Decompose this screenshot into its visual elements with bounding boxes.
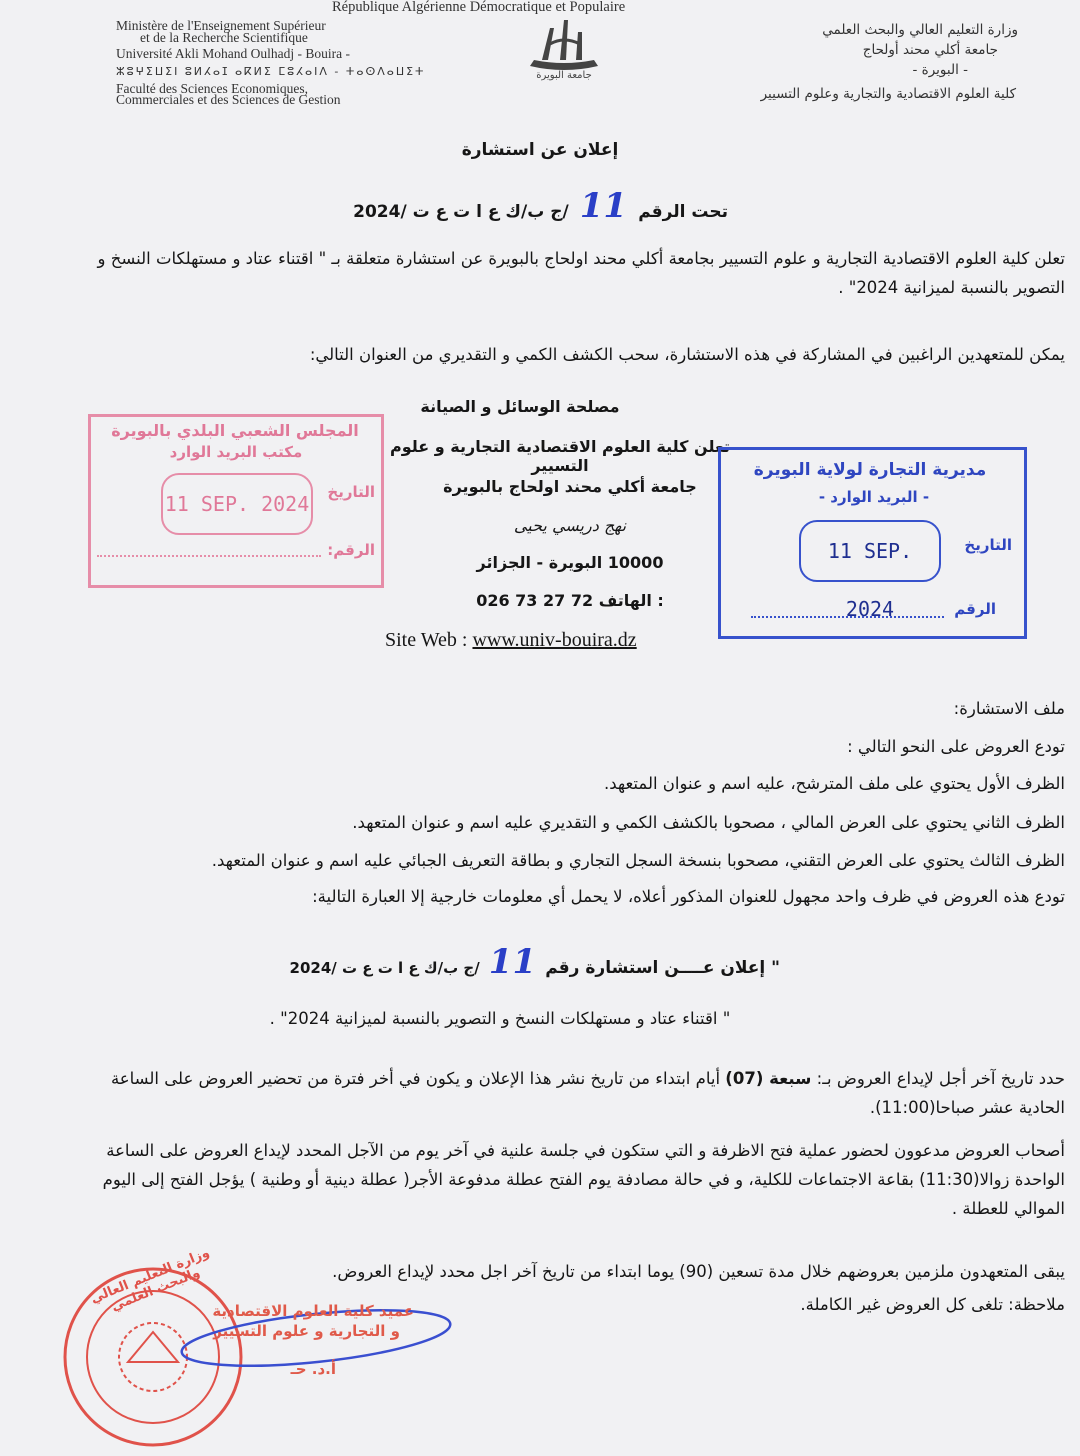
quote-reference-line — [260, 942, 780, 982]
ministry-fr-1: Ministère de l'Enseignement Supérieur — [116, 18, 326, 33]
ministry-ar: وزارة التعليم العالي والبحث العلمي — [822, 22, 1018, 38]
logo-icon — [520, 14, 608, 76]
ministry-fr-2: et de la Recherche Scientifique — [140, 30, 308, 45]
university-fr: Université Akli Mohand Oulhadj - Bouira - — [116, 46, 350, 61]
stamp-blue-date: 11 SEP. 2024 — [799, 520, 941, 582]
page-title: إعلان عن استشارة — [461, 140, 619, 160]
stamp-pink-line-1: المجلس الشعبي البلدي بالبويرة — [111, 421, 359, 440]
stamp-blue-number-label: الرقم — [954, 600, 996, 618]
website-link[interactable]: www.univ-bouira.dz — [472, 629, 637, 651]
intro-paragraph: تعلن كلية العلوم الاقتصادية التجارية و علوم التسيير بجامعة أكلي محند اولحاج بالبويرة عن استشارة متعلقة بـ " اقتناء عتاد و مستهلكات النسخ و التصوير بالنسبة لميزانية 2024" . — [97, 249, 1065, 297]
quote-label: " إعلان عــــن استشارة رقم — [545, 958, 780, 978]
file-heading: ملف الاستشارة: — [953, 699, 1065, 718]
stamp-pink-line-2: مكتب البريد الوارد — [169, 443, 303, 461]
file-line-1: تودع العروض على النحو التالي : — [847, 737, 1065, 756]
quote-suffix: /ج ب/ك ع ا ت ع ت /2024 — [289, 959, 480, 977]
stamp-pink-date: 11 SEP. 2024 — [161, 473, 313, 535]
signature-title-1: عميد كلية العلوم الاقتصادية — [212, 1302, 414, 1320]
file-line-5: تودع هذه العروض في ظرف واحد مجهول للعنوان المذكور أعلاه، لا يحمل أي معلومات خارجية إلا العبارة التالية: — [312, 887, 1065, 906]
validity-paragraph: يبقى المتعهدون ملزمين بعروضهم خلال مدة تسعين (90) يوما ابتداء من تاريخ آخر اجل محدد لإيداع العروض. — [332, 1262, 1065, 1281]
university-logo — [520, 14, 608, 84]
seal-text: وزارة التعليم العالي والبحث العلمي — [88, 1245, 212, 1315]
withdraw-paragraph: يمكن للمتعهدين الراغبين في المشاركة في هذه الاستشارة، سحب الكشف الكمي و التقديري من العنوان التالي: — [309, 345, 1065, 364]
phone-label: الهاتف : — [598, 591, 664, 610]
stamp-blue-date-label: التاريخ — [964, 536, 1012, 554]
address-line-4: نهج دريسي يحيى — [513, 516, 627, 535]
phone-number: 026 73 27 72 — [476, 591, 594, 610]
address-line-5: 10000 البويرة - الجزائر — [476, 553, 664, 572]
website-label: Site Web : — [385, 629, 468, 651]
stamp-blue-line-1: مديرية التجارة لولاية البويرة — [753, 460, 987, 480]
signature-block — [176, 1302, 456, 1384]
republic-title: République Algérienne Démocratique et Populaire — [332, 0, 626, 15]
signature-title-2: و التجارية و علوم التسيير — [213, 1322, 400, 1340]
deadline-text-2: أيام ابتداء من تاريخ نشر هذا الإعلان و يكون في أخر فترة من تحضير العروض على الساعة الحادية عشر صباحا(11:00). — [110, 1069, 1065, 1117]
stamp-pink-date-label: التاريخ — [327, 483, 375, 501]
file-line-4: الظرف الثالث يحتوي على العرض التقني، مصحوبا بنسخة السجل التجاري و بطاقة التعريف الجبائي عليه اسم و عنوان المتعهد. — [211, 851, 1065, 870]
reference-line — [308, 186, 728, 226]
stamp-pink-number-label: الرقم: — [327, 541, 375, 559]
file-line-2: الظرف الأول يحتوي على ملف المترشح، عليه اسم و عنوان المتعهد. — [603, 774, 1065, 793]
reference-label: تحت الرقم — [638, 202, 728, 222]
signature-name: أ.د. حـ — [290, 1360, 336, 1378]
website-line — [385, 629, 637, 652]
deadline-text-1: حدد تاريخ آخر أجل لإيداع العروض بـ: — [816, 1069, 1065, 1088]
phone-line — [470, 591, 670, 610]
university-tifinagh: ⵣⵓⵖⵉⵡⵉⵏ ⵓⵍⵃⴰⵊ ⴰⴽⵍⵉ ⵎⵓⵃⴰⵏⴷ - ⵜⴰⵙⴷⴰⵡⵉⵜ — [116, 65, 426, 78]
stamp-pink-number-line — [97, 555, 321, 557]
university-ar: جامعة أكلي محند أولحاج — [862, 42, 998, 58]
incoming-mail-stamp-municipal — [88, 414, 384, 588]
reference-number: 11 — [579, 186, 628, 226]
address-line-3: جامعة أكلي محند اولحاج بالبويرة — [443, 477, 697, 496]
opening-paragraph: أصحاب العروض مدعوون لحضور عملية فتح الاظرفة و التي ستكون في جلسة علنية في آخر يوم من الآجل المحدد لإيداع العروض على الساعة الواحدة زوالا(11:30) بقاعة الاجتماعات للكلية، و في حالة مصادفة يوم الفتح عطلة مدفوعة الأجر( عطلة دينية أو وطنية ) يؤجل الفتح إلى اليوم الموالي للعطلة . — [102, 1141, 1065, 1218]
quote-number: 11 — [488, 942, 537, 982]
note-paragraph: ملاحظة: تلغى كل العروض غير الكاملة. — [800, 1295, 1065, 1314]
deadline-paragraph — [75, 1064, 1065, 1122]
faculty-fr-1: Faculté des Sciences Economiques, — [116, 81, 308, 96]
deadline-days: سبعة (07) — [725, 1069, 812, 1088]
stamp-blue-number-line — [751, 616, 944, 618]
logo-caption: جامعة البويرة — [536, 70, 592, 81]
address-line-2: تعلن كلية العلوم الاقتصادية التجارية و علوم التسيير — [389, 437, 731, 475]
incoming-mail-stamp-commerce — [718, 447, 1027, 639]
file-line-3: الظرف الثاني يحتوي على العرض المالي ، مصحوبا بالكشف الكمي و التقديري عليه اسم و عنوان المتعهد. — [352, 813, 1065, 832]
address-line-1: مصلحة الوسائل و الصيانة — [420, 397, 620, 416]
city-ar: - البويرة - — [912, 62, 968, 78]
faculty-ar: كلية العلوم الاقتصادية والتجارية وعلوم التسيير — [760, 86, 1016, 102]
reference-suffix: /ج ب/ك ع ا ت ع ت /2024 — [353, 202, 569, 222]
faculty-fr-2: Commerciales et des Sciences de Gestion — [116, 92, 341, 107]
quote-object: " اقتناء عتاد و مستهلكات النسخ و التصوير بالنسبة لميزانية 2024" . — [269, 1009, 731, 1028]
stamp-blue-line-2: - البريد الوارد - — [818, 488, 930, 506]
